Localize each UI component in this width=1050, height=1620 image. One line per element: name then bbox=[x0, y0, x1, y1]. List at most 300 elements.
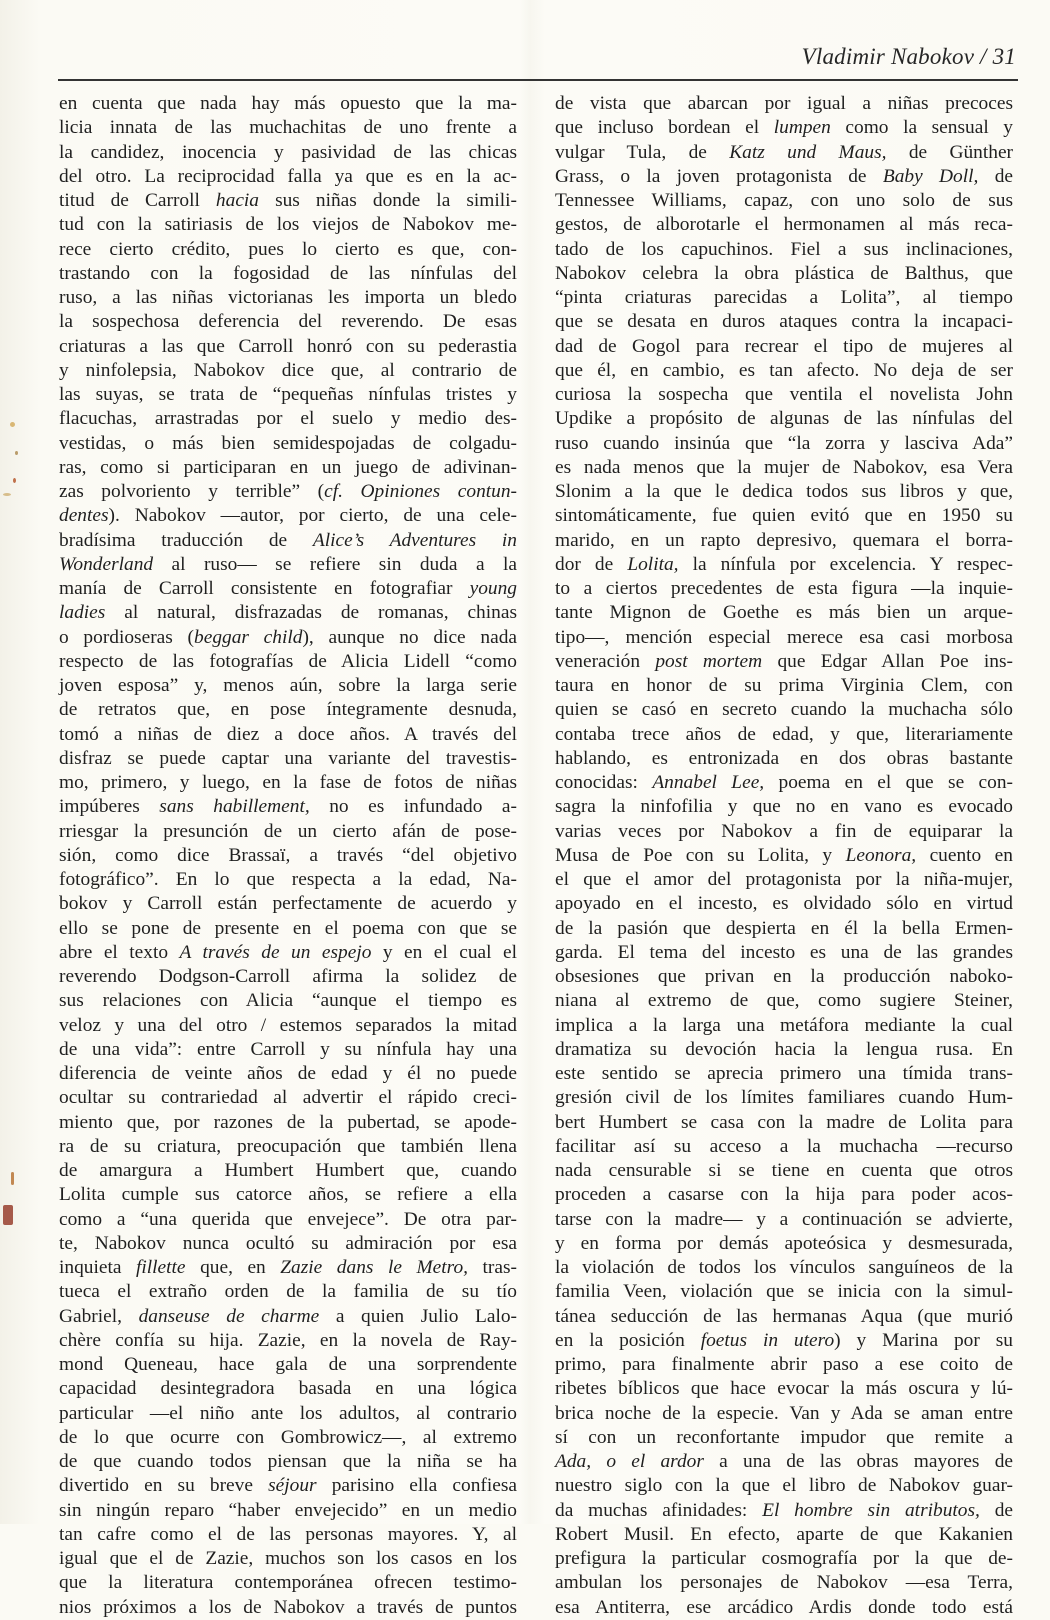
text-run: Nabokov celebra la obra plástica de Balthus, que bbox=[555, 262, 1013, 284]
text-run: nios próximos a los de Nabokov a través de puntos bbox=[59, 1596, 517, 1618]
text-line bbox=[59, 1159, 517, 1183]
text-run: vestidas, o más bien semidespojadas de colgadu- bbox=[59, 432, 517, 454]
text-run: bokov y Carroll están perfectamente de acuerdo y bbox=[59, 893, 517, 915]
text-run: igual que el de Zazie, muchos son los casos en los bbox=[59, 1548, 517, 1569]
text-line bbox=[555, 1038, 1013, 1062]
text-run: en la posición bbox=[555, 1329, 701, 1351]
text-line bbox=[59, 359, 517, 383]
text-line bbox=[59, 1038, 517, 1062]
italic-text: dentes bbox=[59, 505, 109, 527]
text-run: garda. El tema del incesto es una de las grandes bbox=[555, 941, 1013, 963]
text-line bbox=[555, 1208, 1013, 1232]
text-run: tomó a niñas de diez a doce años. A través del bbox=[59, 723, 517, 745]
text-line bbox=[555, 795, 1013, 819]
right-column bbox=[555, 92, 1013, 1620]
text-run: que Edgar Allan Poe ins- bbox=[762, 650, 1013, 672]
text-run: Gabriel, bbox=[59, 1305, 139, 1327]
text-run: esa Antiterra, ese arcádico Ardis donde todo está bbox=[555, 1596, 1013, 1618]
italic-text: A través de un espejo bbox=[179, 941, 372, 963]
text-run: tueca el extraño orden de la familia de su tío bbox=[59, 1281, 517, 1303]
text-run: sus niñas donde la simili- bbox=[259, 190, 517, 211]
text-run: es nada menos que la mujer de Nabokov, esa Vera bbox=[555, 456, 1013, 478]
text-run: ruso cuando insinúa que “la zorra y lasciva Ada” bbox=[555, 432, 1013, 454]
text-line bbox=[59, 941, 517, 965]
text-run: tan cafre como el de las personas mayores. Y, al bbox=[59, 1523, 517, 1545]
text-line bbox=[59, 1523, 517, 1547]
italic-text: Wonderland bbox=[59, 553, 154, 575]
text-line bbox=[59, 650, 517, 674]
text-line bbox=[59, 698, 517, 722]
text-run: apoyado en el incesto, es olvidado sólo en virtud bbox=[555, 893, 1013, 915]
text-run: como la sensual y bbox=[830, 117, 1013, 139]
text-run: el que el amor del protagonista por la niña-mujer, bbox=[555, 869, 1013, 890]
text-run: sión, como dice Brassaï, a través “del objetivo bbox=[59, 844, 517, 866]
text-run: impúberes bbox=[59, 796, 160, 818]
italic-text: Leonora, bbox=[845, 844, 917, 866]
text-line bbox=[555, 116, 1013, 140]
text-line bbox=[59, 747, 517, 771]
text-run: que la literatura contemporánea ofrecen testimo- bbox=[59, 1572, 517, 1594]
text-run: ambulan los personajes de Nabokov —esa Terra, bbox=[555, 1572, 1013, 1594]
running-header: Vladimir Nabokov / 31 bbox=[801, 44, 1016, 69]
text-line bbox=[59, 601, 517, 625]
italic-text: post mortem bbox=[655, 650, 763, 672]
italic-text: fillette bbox=[136, 1257, 186, 1278]
text-run: reverendo Dodgson-Carroll afirma la solidez de bbox=[59, 966, 517, 987]
text-line bbox=[59, 1329, 517, 1353]
text-line bbox=[59, 383, 517, 407]
text-run: Musa de Poe con su Lolita, y bbox=[555, 844, 846, 866]
text-line bbox=[555, 1450, 1013, 1474]
text-line bbox=[555, 626, 1013, 650]
text-run: y ninfolepsia, Nabokov dice que, al contrario de bbox=[59, 359, 517, 381]
text-run: joven esposa” y, menos aún, sobre la larga serie bbox=[59, 675, 517, 696]
text-line bbox=[555, 238, 1013, 262]
italic-text: beggar child bbox=[194, 626, 303, 648]
text-line bbox=[59, 92, 517, 116]
text-run: mond Queneau, hace gala de una sorprendente bbox=[59, 1354, 517, 1375]
text-run: marido, en un rapto depresivo, quemara el borra- bbox=[555, 529, 1013, 551]
margin-speck bbox=[11, 1172, 14, 1185]
text-run: al ruso— se refiere sin duda a la bbox=[153, 553, 517, 575]
text-run: de lo que ocurre con Gombrowicz—, al extremo bbox=[59, 1426, 517, 1448]
italic-text: ladies bbox=[59, 602, 106, 624]
left-column bbox=[59, 92, 517, 1620]
text-run: proceden a casarse con la hija para poder acos- bbox=[555, 1184, 1013, 1206]
text-run: taura en honor de su prima Virginia Clem, con bbox=[555, 675, 1013, 696]
text-line bbox=[59, 1256, 517, 1280]
text-run: que se desata en duros ataques contra la incapaci- bbox=[555, 311, 1013, 333]
italic-text: Zazie dans le Metro, bbox=[280, 1257, 468, 1278]
text-run: miento que, por razones de la pubertad, se apode- bbox=[59, 1111, 517, 1133]
text-line bbox=[59, 577, 517, 601]
italic-text: danseuse de charme bbox=[138, 1305, 320, 1327]
text-line bbox=[59, 1377, 517, 1401]
text-line bbox=[59, 868, 517, 892]
text-line bbox=[59, 407, 517, 431]
text-line bbox=[555, 213, 1013, 237]
text-run: facilitar así su acceso a la muchacha —recurso bbox=[555, 1135, 1013, 1157]
text-line bbox=[555, 92, 1013, 116]
text-run: primo, para finalmente abrir paso a ese coito de bbox=[555, 1354, 1013, 1375]
text-run: sintomáticamente, fue quien evitó que en 1950 su bbox=[555, 505, 1013, 527]
text-run: o pordioseras ( bbox=[59, 626, 195, 648]
margin-speck bbox=[13, 478, 16, 483]
text-run: ocultar su contrariedad al advertir el rápido creci- bbox=[59, 1087, 517, 1109]
text-line bbox=[555, 1353, 1013, 1377]
text-line bbox=[59, 1547, 517, 1571]
text-run: de bbox=[979, 1499, 1014, 1521]
text-run: da muchas afinidades: bbox=[555, 1499, 763, 1521]
text-run: gestos, de alborotarle el hermonamen al más reca- bbox=[555, 214, 1013, 236]
text-line bbox=[59, 1135, 517, 1159]
text-run: obsesiones que privan en la producción naboko- bbox=[555, 966, 1013, 987]
text-line bbox=[555, 141, 1013, 165]
text-run: Robert Musil. En efecto, aparte de que Kakanien bbox=[555, 1523, 1013, 1545]
margin-speck bbox=[15, 451, 18, 455]
text-line bbox=[555, 262, 1013, 286]
text-run: rriesgar la presunción de un cierto afán de pose- bbox=[59, 820, 517, 842]
text-run: ra de su criatura, preocupación que también llena bbox=[59, 1135, 517, 1157]
text-line bbox=[555, 601, 1013, 625]
text-line bbox=[555, 286, 1013, 310]
text-run: de amargura a Humbert Humbert que, cuando bbox=[59, 1160, 517, 1181]
italic-text: Alice’s Adventures in bbox=[312, 529, 517, 551]
text-run: ras, como si participaran en un juego de adivinan- bbox=[59, 456, 517, 478]
text-run: veneración bbox=[555, 650, 656, 672]
text-line bbox=[59, 286, 517, 310]
text-run: y en forma por demás apoteósica y desmesurada, bbox=[555, 1232, 1013, 1254]
italic-text: cf. Opiniones contun- bbox=[324, 481, 517, 502]
text-run: Grass, o la joven protagonista de bbox=[555, 165, 883, 187]
text-run: hablando, es entronizada en dos obras bastante bbox=[555, 747, 1013, 769]
italic-text: Lolita, bbox=[627, 553, 679, 575]
text-line bbox=[59, 1086, 517, 1110]
text-line bbox=[555, 892, 1013, 916]
italic-text: young bbox=[469, 578, 517, 599]
text-run: ). Nabokov —autor, por cierto, de una cele- bbox=[108, 505, 517, 527]
text-run: y en el cual el bbox=[371, 941, 517, 963]
text-run: a quien Julio Lalo- bbox=[319, 1305, 517, 1327]
text-run: niana al extremo de que, como sugiere Steiner, bbox=[555, 990, 1013, 1012]
text-line bbox=[59, 1426, 517, 1450]
text-line bbox=[555, 529, 1013, 553]
text-line bbox=[555, 1280, 1013, 1304]
text-run: de una vida”: entre Carroll y su nínfula hay una bbox=[59, 1038, 517, 1060]
text-line bbox=[59, 553, 517, 577]
text-run: dad de Gogol para recrear el tipo de mujeres al bbox=[555, 335, 1013, 357]
text-line bbox=[59, 795, 517, 819]
text-run: prefigura la particular cosmografía por la que de- bbox=[555, 1548, 1013, 1569]
text-line bbox=[59, 626, 517, 650]
text-run: de Günther bbox=[886, 141, 1014, 163]
text-run: trastando con la fogosidad de las nínfulas del bbox=[59, 262, 517, 284]
text-line bbox=[555, 820, 1013, 844]
text-line bbox=[555, 771, 1013, 795]
text-line bbox=[59, 1014, 517, 1038]
margin-speck bbox=[3, 1205, 13, 1225]
text-line bbox=[59, 165, 517, 189]
text-run: al natural, disfrazadas de romanas, chinas bbox=[105, 602, 517, 624]
text-run: conocidas: bbox=[555, 772, 653, 793]
text-line bbox=[555, 868, 1013, 892]
text-run: abre el texto bbox=[59, 941, 180, 963]
text-run: gresión civil de los límites familiares cuando Hum- bbox=[555, 1087, 1013, 1109]
text-line bbox=[59, 1062, 517, 1086]
text-run: sus relaciones con Alicia “aunque el tiempo es bbox=[59, 990, 517, 1012]
text-run: diferencia de veinte años de edad y él no puede bbox=[59, 1063, 517, 1084]
text-run: tras- bbox=[468, 1257, 517, 1278]
text-line bbox=[555, 1014, 1013, 1038]
italic-text: hacia bbox=[215, 190, 260, 211]
text-run: que él, en cambio, es tan afecto. No deja de ser bbox=[555, 359, 1013, 381]
text-line bbox=[555, 1232, 1013, 1256]
text-line bbox=[59, 1353, 517, 1377]
text-line bbox=[555, 359, 1013, 383]
text-line bbox=[59, 965, 517, 989]
text-line bbox=[555, 456, 1013, 480]
text-run: rece cierto crédito, pues lo cierto es que, con- bbox=[59, 238, 517, 260]
text-line bbox=[555, 577, 1013, 601]
text-run: ) y Marina por su bbox=[834, 1329, 1013, 1351]
text-run: fotográfico”. En lo que respecta a la edad, Na- bbox=[59, 869, 517, 890]
text-run: de la pasión que despierta en él la bella Ermen- bbox=[555, 917, 1013, 939]
text-run: la sospechosa deferencia del reverendo. De esas bbox=[59, 311, 517, 333]
italic-text: Annabel Lee, bbox=[652, 772, 765, 793]
text-run: ruso, a las niñas victorianas les importa un bledo bbox=[59, 287, 517, 308]
text-run: curiosa la sospecha que ventila el novelista John bbox=[555, 384, 1013, 405]
text-line bbox=[59, 1111, 517, 1135]
text-run: de que cuando todos piensan que la niña se ha bbox=[59, 1451, 517, 1472]
text-run: to a ciertos precedentes de esta figura —la inquie- bbox=[555, 578, 1013, 599]
text-line bbox=[555, 1523, 1013, 1547]
margin-speck bbox=[10, 422, 15, 427]
text-line bbox=[555, 383, 1013, 407]
text-run: tarse con la madre— y a continuación se advierte, bbox=[555, 1208, 1013, 1230]
text-run: inquieta bbox=[59, 1257, 136, 1278]
text-line bbox=[555, 1305, 1013, 1329]
text-line bbox=[555, 1256, 1013, 1280]
text-run: Tennessee Williams, capaz, con uno solo de sus bbox=[555, 190, 1013, 211]
text-line bbox=[555, 1111, 1013, 1135]
text-line bbox=[59, 310, 517, 334]
text-run: titud de Carroll bbox=[59, 190, 216, 211]
text-line bbox=[59, 771, 517, 795]
text-run: particular —el niño ante los adultos, al contrario bbox=[59, 1402, 517, 1424]
text-line bbox=[555, 917, 1013, 941]
text-line bbox=[555, 674, 1013, 698]
text-run: la candidez, inocencia y pasividad de las chicas bbox=[59, 141, 517, 163]
text-line bbox=[59, 674, 517, 698]
text-line bbox=[555, 1377, 1013, 1401]
text-run: Slonim a la que le dedica todos sus libros y que, bbox=[555, 481, 1013, 502]
text-line bbox=[59, 213, 517, 237]
text-run: Lolita cumple sus catorce años, se refiere a ella bbox=[59, 1184, 517, 1206]
text-run: no es infundado a- bbox=[309, 796, 518, 818]
text-line bbox=[555, 165, 1013, 189]
text-line bbox=[59, 1571, 517, 1595]
text-run: disfraz se puede captar una variante del travestis- bbox=[59, 747, 517, 769]
text-line bbox=[59, 480, 517, 504]
text-line bbox=[59, 820, 517, 844]
text-run: flacuchas, arrastradas por el suelo y medio des- bbox=[59, 408, 517, 430]
text-run: tud con la satiriasis de los viejos de Nabokov me- bbox=[59, 214, 517, 236]
text-line bbox=[59, 989, 517, 1013]
text-line bbox=[555, 989, 1013, 1013]
text-run: mo, primero, y luego, en la fase de fotos de niñas bbox=[59, 772, 517, 793]
text-run: “pinta criaturas parecidas a Lolita”, al tiempo bbox=[555, 287, 1013, 308]
text-run: tánea seducción de las hermanas Aqua (que murió bbox=[555, 1305, 1013, 1327]
text-line bbox=[555, 1402, 1013, 1426]
text-line bbox=[59, 1183, 517, 1207]
text-run: familia Veen, violación que se inicia con la simul- bbox=[555, 1281, 1013, 1303]
text-line bbox=[555, 1426, 1013, 1450]
text-line bbox=[59, 238, 517, 262]
text-run: este sentido se aprecia primero una tímida trans- bbox=[555, 1063, 1013, 1084]
text-run: que, en bbox=[185, 1257, 281, 1278]
text-run: vulgar Tula, de bbox=[555, 141, 730, 163]
text-line bbox=[555, 844, 1013, 868]
text-run: tante Mignon de Goethe es más bien un arque- bbox=[555, 602, 1013, 624]
text-run: la nínfula por excelencia. Y respec- bbox=[678, 553, 1013, 575]
text-run: sagra la ninfofilia y que no en vano es evocado bbox=[555, 796, 1013, 818]
italic-text: Baby Doll, bbox=[882, 165, 979, 187]
italic-text: sans habillement, bbox=[159, 796, 310, 818]
text-line bbox=[555, 335, 1013, 359]
text-line bbox=[59, 116, 517, 140]
text-line bbox=[555, 965, 1013, 989]
text-run: cuento en bbox=[916, 844, 1013, 866]
text-line bbox=[59, 917, 517, 941]
text-line bbox=[555, 1086, 1013, 1110]
text-line bbox=[555, 504, 1013, 528]
text-line bbox=[555, 1135, 1013, 1159]
text-run: a una de las obras mayores de bbox=[703, 1451, 1013, 1472]
text-line bbox=[59, 1208, 517, 1232]
text-line bbox=[59, 1596, 517, 1620]
text-run: brica noche de la especie. Van y Ada se aman entre bbox=[555, 1402, 1013, 1424]
text-line bbox=[59, 892, 517, 916]
text-line bbox=[555, 723, 1013, 747]
text-line bbox=[555, 1547, 1013, 1571]
text-line bbox=[59, 1305, 517, 1329]
text-line bbox=[59, 141, 517, 165]
text-run: bradísima traducción de bbox=[59, 529, 313, 551]
text-line bbox=[555, 1474, 1013, 1498]
text-run: te, Nabokov nunca ocultó su admiración por esa bbox=[59, 1232, 517, 1254]
text-line bbox=[555, 1329, 1013, 1353]
text-run: quien se casó en secreto cuando la muchacha sólo bbox=[555, 699, 1013, 721]
text-line bbox=[59, 1450, 517, 1474]
text-line bbox=[555, 407, 1013, 431]
text-run: dramatiza su devoción hacia la lengua rusa. En bbox=[555, 1038, 1013, 1060]
text-run: ello se pone de presente en el poema con que se bbox=[59, 917, 517, 939]
text-run: veloz y una del otro / estemos separados la mitad bbox=[59, 1014, 517, 1036]
text-run: como a “una querida que envejece”. De otra par- bbox=[59, 1208, 517, 1230]
text-line bbox=[555, 553, 1013, 577]
text-line bbox=[555, 1596, 1013, 1620]
text-line bbox=[59, 456, 517, 480]
text-run: parisino ella confiesa bbox=[316, 1475, 517, 1497]
text-run: las suyas, se trata de “pequeñas nínfulas tristes y bbox=[59, 384, 517, 405]
text-run: implica a la larga una metáfora mediante la cual bbox=[555, 1014, 1013, 1036]
text-run: que incluso bordean el bbox=[555, 117, 774, 139]
text-line bbox=[59, 262, 517, 286]
text-run: de bbox=[978, 165, 1013, 187]
text-line bbox=[555, 1159, 1013, 1183]
text-line bbox=[555, 1571, 1013, 1595]
text-line bbox=[59, 529, 517, 553]
text-run: divertido en su breve bbox=[59, 1475, 269, 1497]
text-line bbox=[555, 480, 1013, 504]
text-run: tado de los capuchinos. Fiel a sus inclinaciones, bbox=[555, 238, 1013, 260]
text-line bbox=[59, 189, 517, 213]
text-line bbox=[555, 432, 1013, 456]
text-run: nuestro siglo con la que el libro de Nabokov guar- bbox=[555, 1475, 1013, 1497]
text-line bbox=[555, 189, 1013, 213]
text-run: de retratos que, en pose íntegramente desnuda, bbox=[59, 699, 517, 721]
text-run: tipo—, mención especial merece esa casi morbosa bbox=[555, 626, 1013, 648]
text-line bbox=[555, 310, 1013, 334]
text-run: manía de Carroll consistente en fotografiar bbox=[59, 578, 470, 599]
text-line bbox=[555, 650, 1013, 674]
italic-text: Ada, o el ardor bbox=[555, 1451, 704, 1472]
text-run: en cuenta que nada hay más opuesto que la ma- bbox=[59, 93, 517, 114]
margin-speck bbox=[3, 493, 11, 496]
text-run: poema en el que se con- bbox=[764, 772, 1014, 793]
italic-text: El hombre sin atributos, bbox=[762, 1499, 980, 1521]
italic-text: foetus in utero bbox=[700, 1329, 835, 1351]
text-run: Updike a propósito de algunas de las nínfulas del bbox=[555, 408, 1013, 430]
text-run: de vista que abarcan por igual a niñas precoces bbox=[555, 93, 1013, 114]
text-line bbox=[59, 1280, 517, 1304]
text-run: sí con un reconfortante impudor que remite a bbox=[555, 1426, 1013, 1448]
text-line bbox=[59, 504, 517, 528]
italic-text: Katz und Maus, bbox=[729, 141, 887, 163]
text-run: del otro. La reciprocidad falla ya que es en la ac- bbox=[59, 165, 517, 187]
text-line bbox=[555, 747, 1013, 771]
italic-text: lumpen bbox=[773, 117, 831, 139]
text-run: bert Humbert se casa con la madre de Lolita para bbox=[555, 1111, 1013, 1133]
text-run: ), aunque no dice nada bbox=[302, 626, 517, 648]
text-run: licia innata de las muchachitas de uno frente a bbox=[59, 117, 517, 139]
text-line bbox=[59, 1499, 517, 1523]
text-line bbox=[59, 432, 517, 456]
text-run: dor de bbox=[555, 553, 628, 575]
text-run: criaturas a las que Carroll honró con su pederastia bbox=[59, 335, 517, 357]
header-rule bbox=[58, 79, 1018, 81]
text-run: nada censurable si se tiene en cuenta que otros bbox=[555, 1160, 1013, 1181]
text-line bbox=[555, 941, 1013, 965]
text-run: la violación de todos los vínculos sanguíneos de la bbox=[555, 1257, 1013, 1278]
text-run: capacidad desintegradora basada en una lógica bbox=[59, 1378, 517, 1400]
text-line bbox=[59, 1474, 517, 1498]
text-line bbox=[59, 844, 517, 868]
italic-text: séjour bbox=[268, 1475, 317, 1497]
text-run: contaba trece años de edad, y que, literariamente bbox=[555, 723, 1013, 745]
text-line bbox=[59, 1232, 517, 1256]
text-run: zas polvoriento y terrible” ( bbox=[59, 481, 325, 502]
text-line bbox=[59, 335, 517, 359]
text-line bbox=[555, 1499, 1013, 1523]
text-line bbox=[555, 1183, 1013, 1207]
text-run: respecto de las fotografías de Alicia Lidell “como bbox=[59, 650, 517, 672]
text-line bbox=[555, 698, 1013, 722]
text-line bbox=[59, 1402, 517, 1426]
text-run: ribetes bíblicos que hace evocar la más oscura y lú- bbox=[555, 1378, 1013, 1400]
text-run: varias veces por Nabokov a fin de equiparar la bbox=[555, 820, 1013, 842]
text-run: chère confía su hija. Zazie, en la novela de Ray- bbox=[59, 1329, 517, 1351]
